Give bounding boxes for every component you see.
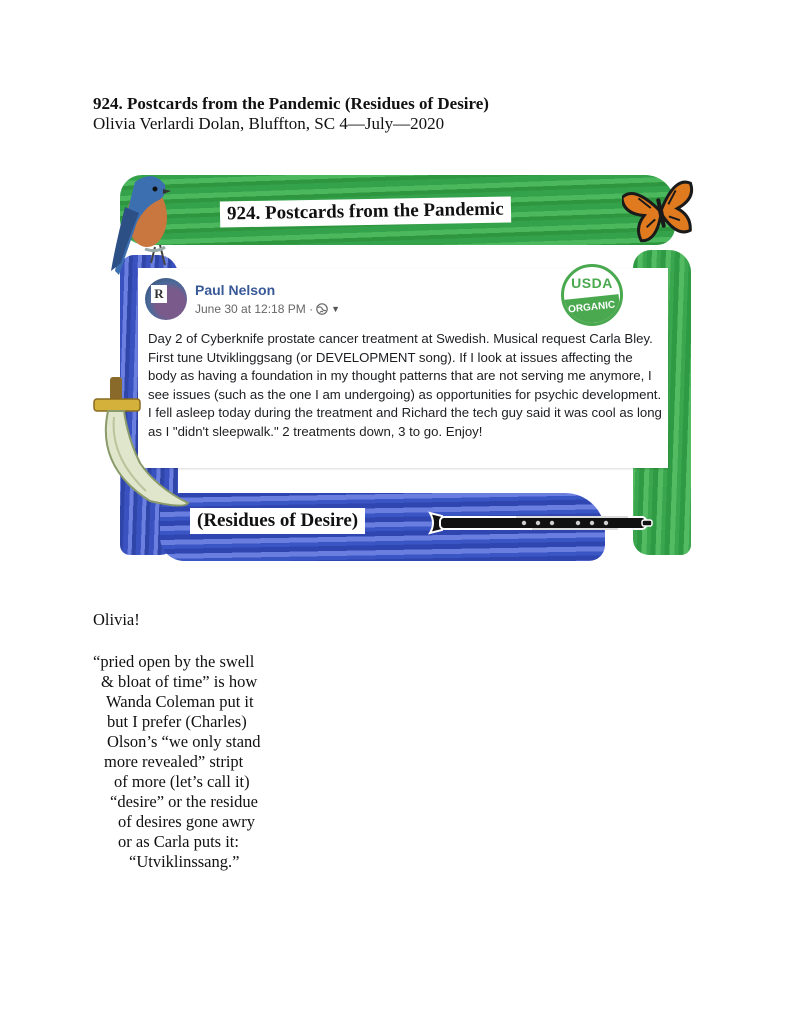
- poem-line: of more (let’s call it): [114, 772, 250, 791]
- post-timestamp[interactable]: June 30 at 12:18 PM ·: [195, 302, 314, 316]
- poem-line: “Utviklinssang.”: [129, 852, 240, 871]
- residues-label: (Residues of Desire): [190, 508, 365, 534]
- poem-line: or as Carla puts it:: [118, 832, 239, 851]
- poem-line: of desires gone awry: [118, 812, 255, 831]
- collage-title-label: 924. Postcards from the Pandemic: [220, 196, 511, 227]
- poem-line: more revealed” stript: [104, 752, 244, 771]
- poem-line: Wanda Coleman put it: [106, 692, 254, 711]
- usda-organic-seal: [561, 264, 623, 326]
- globe-icon: [316, 303, 328, 315]
- poem-line: Olson’s “we only stand: [107, 732, 261, 751]
- poem-line: & bloat of time” is how: [101, 672, 258, 691]
- poem-line: “pried open by the swell: [93, 652, 255, 671]
- avatar[interactable]: [145, 278, 187, 320]
- poem-line: “desire” or the residue: [110, 792, 258, 811]
- doc-title: 924. Postcards from the Pandemic (Residues of Desire): [93, 94, 489, 113]
- seal-organic-text: ORGANIC: [563, 294, 621, 326]
- postcard-collage: [90, 165, 710, 570]
- seal-usda-text: USDA: [571, 275, 613, 291]
- post-author[interactable]: Paul Nelson: [195, 282, 276, 298]
- butterfly-icon: [622, 180, 700, 246]
- bluebird-icon: [105, 167, 180, 279]
- chevron-down-icon[interactable]: ▼: [331, 304, 340, 314]
- clarinet-icon: [428, 503, 654, 543]
- doc-byline: Olivia Verlardi Dolan, Bluffton, SC 4—July—2020: [93, 114, 445, 133]
- post-meta: [195, 302, 340, 316]
- poem-line: but I prefer (Charles): [107, 712, 247, 731]
- dagger-icon: [90, 377, 190, 507]
- poem-greeting: Olivia!: [93, 610, 140, 629]
- avatar-letter: R: [151, 285, 167, 303]
- post-body: Day 2 of Cyberknife prostate cancer treatment at Swedish. Musical request Carla Bley. First tune Utviklinggsang (or DEVELOPMENT song). If I look at issues affecting the body as having a foundation in my thought patterns that are not serving me anymore, I see issues (such as the one I am undergoing) as opportunities for psychic development. I fell asleep today during the treatment and Richard the tech guy said it was cool as long as I "didn't sleepwalk." 2 treatments down, 3 to go. Enjoy!: [148, 331, 662, 439]
